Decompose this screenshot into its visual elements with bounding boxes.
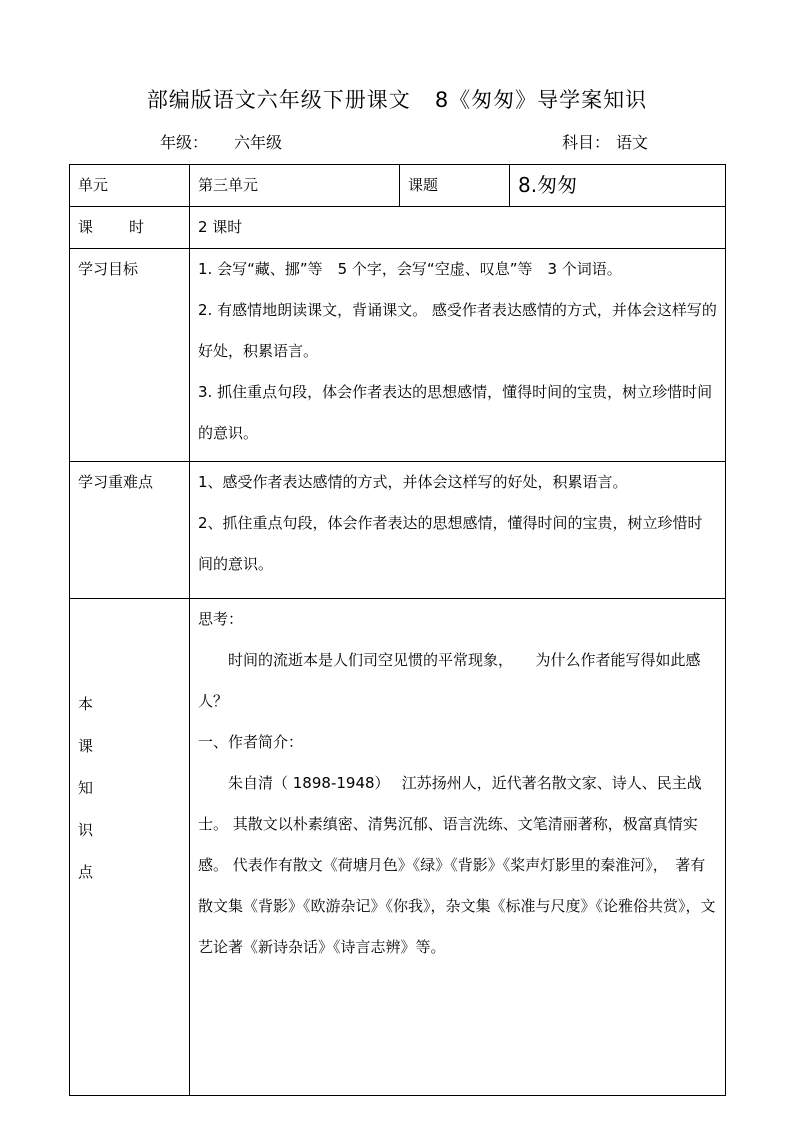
author-text: 朱自清（ 1898-1948） 江苏扬州人，近代著名散文家、诗人、民主战士。 其散文以朴素缜密、清隽沉郁、语言洗练、文笔清丽著称，极富真情实感。 代表作有散文《荷塘月色》《绿》《背影》《桨声灯影里的秦淮河》， 著有散文集《背影》《欧游杂记》《你我》，杂文集《标准与尺度》《论雅俗共赏》，文艺论著《新诗杂话》《诗言志辨》等。	[198, 774, 716, 956]
knowledge-label-char: 识	[78, 821, 94, 839]
knowledge-label-char: 本	[78, 695, 94, 713]
lesson-plan-table	[69, 164, 726, 1096]
author-heading: 一、作者简介：	[198, 733, 304, 751]
goals-row	[70, 249, 726, 462]
keypoints-row	[70, 462, 726, 599]
grade-label: 年级：	[160, 133, 209, 152]
title-lesson: 8《匆匆》导学案知识	[434, 88, 648, 112]
hours-value: 2 课时	[190, 207, 726, 249]
think-label: 思考：	[198, 610, 244, 628]
subject-label: 科目：	[562, 133, 611, 152]
knowledge-label-char: 知	[78, 779, 94, 797]
goal-item: 3. 抓住重点句段，体会作者表达的思想感情，懂得时间的宝贵，树立珍惜时间的意识。	[198, 383, 713, 442]
knowledge-content	[190, 599, 726, 1096]
title-main: 部编版语文六年级下册课文	[146, 88, 411, 112]
goals-label: 学习目标	[70, 249, 190, 462]
knowledge-row	[70, 599, 726, 1096]
page-title	[0, 84, 794, 114]
unit-row	[70, 165, 726, 207]
unit-value: 第三单元	[190, 165, 400, 207]
hours-label	[70, 207, 190, 249]
hours-label-char-2: 时	[129, 218, 145, 236]
grade-info	[160, 130, 282, 153]
goals-content	[190, 249, 726, 462]
hours-label-char-1: 课	[78, 218, 94, 236]
unit-label: 单元	[70, 165, 190, 207]
hours-row	[70, 207, 726, 249]
keypoint-item: 1、感受作者表达感情的方式，并体会这样写的好处，积累语言。	[198, 473, 628, 491]
keypoints-label: 学习重难点	[70, 462, 190, 599]
knowledge-label-char: 点	[78, 863, 94, 881]
knowledge-label-char: 课	[78, 737, 94, 755]
keypoint-item: 2、抓住重点句段，体会作者表达的思想感情，懂得时间的宝贵，树立珍惜时间的意识。	[198, 514, 703, 573]
subject-value: 语文	[616, 133, 649, 152]
subject-info	[562, 130, 648, 153]
think-text: 时间的流逝本是人们司空见惯的平常现象， 为什么作者能写得如此感人？	[198, 651, 701, 710]
goal-item: 1. 会写“藏、挪”等 5 个字，会写“空虚、叹息”等 3 个词语。	[198, 260, 622, 278]
grade-value: 六年级	[234, 133, 283, 152]
keypoints-content	[190, 462, 726, 599]
goal-item: 2. 有感情地朗读课文，背诵课文。 感受作者表达感情的方式，并体会这样写的好处，积累语言。	[198, 301, 717, 360]
topic-value: 8.匆匆	[510, 165, 726, 207]
topic-label: 课题	[400, 165, 510, 207]
knowledge-label	[70, 599, 190, 1096]
